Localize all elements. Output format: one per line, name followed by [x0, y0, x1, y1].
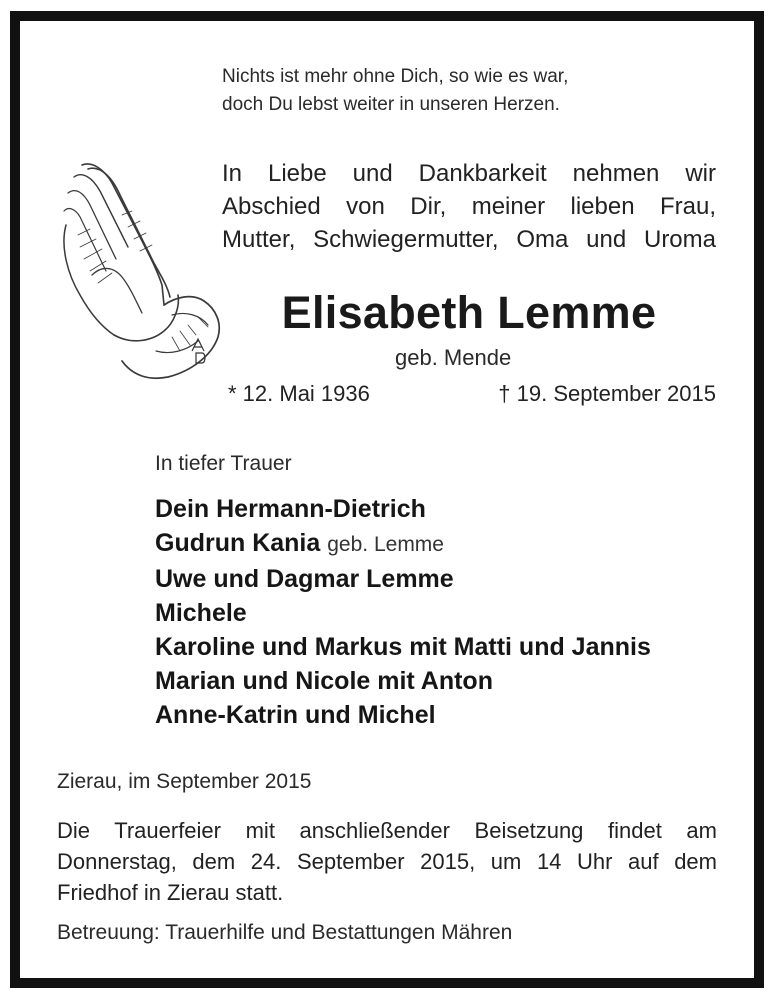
- family-member-note: geb. Lemme: [327, 533, 444, 556]
- family-member: [155, 664, 651, 698]
- maiden-name: geb. Mende: [395, 345, 512, 370]
- service-info: [57, 815, 717, 908]
- intro-line-1: In Liebe und Dankbarkeit nehmen wir: [222, 160, 716, 187]
- intro-text: [222, 157, 716, 256]
- mourning-label: In tiefer Trauer: [155, 452, 292, 475]
- death-date: † 19. September 2015: [498, 381, 716, 406]
- family-member: [155, 596, 651, 630]
- family-member-name: Anne-Katrin und Michel: [155, 701, 436, 729]
- family-member-name: Uwe und Dagmar Lemme: [155, 565, 454, 593]
- place-date: Zierau, im September 2015: [57, 770, 312, 793]
- family-member: [155, 698, 651, 732]
- family-member-name: Dein Hermann-Dietrich: [155, 495, 426, 523]
- family-list: [155, 492, 651, 732]
- intro-line-3: Mutter, Schwiegermutter, Oma und Uroma: [222, 226, 716, 253]
- service-line-1: Die Trauerfeier mit anschließender Beisetzung findet am: [57, 818, 717, 843]
- quote-line-2: doch Du lebst weiter in unseren Herzen.: [222, 94, 560, 115]
- service-line-2: Donnerstag, dem 24. September 2015, um 14 Uhr auf dem: [57, 849, 717, 874]
- family-member: [155, 562, 651, 596]
- deceased-name: Elisabeth Lemme: [281, 287, 657, 338]
- family-member: [155, 492, 651, 526]
- family-member: [155, 630, 651, 664]
- service-line-3: Friedhof in Zierau statt.: [57, 880, 284, 905]
- birth-date: * 12. Mai 1936: [228, 381, 370, 406]
- family-member-name: Marian und Nicole mit Anton: [155, 667, 493, 695]
- intro-line-2: Abschied von Dir, meiner lieben Frau,: [222, 193, 716, 220]
- family-member-name: Michele: [155, 599, 247, 627]
- family-member: [155, 526, 651, 562]
- quote-line-1: Nichts ist mehr ohne Dich, so wie es war,: [222, 66, 569, 87]
- praying-hands-icon: [52, 155, 227, 385]
- funeral-care-info: Betreuung: Trauerhilfe und Bestattungen Mähren: [57, 921, 513, 944]
- memorial-quote: [222, 63, 568, 119]
- family-member-name: Gudrun Kania: [155, 529, 321, 557]
- family-member-name: Karoline und Markus mit Matti und Jannis: [155, 633, 651, 661]
